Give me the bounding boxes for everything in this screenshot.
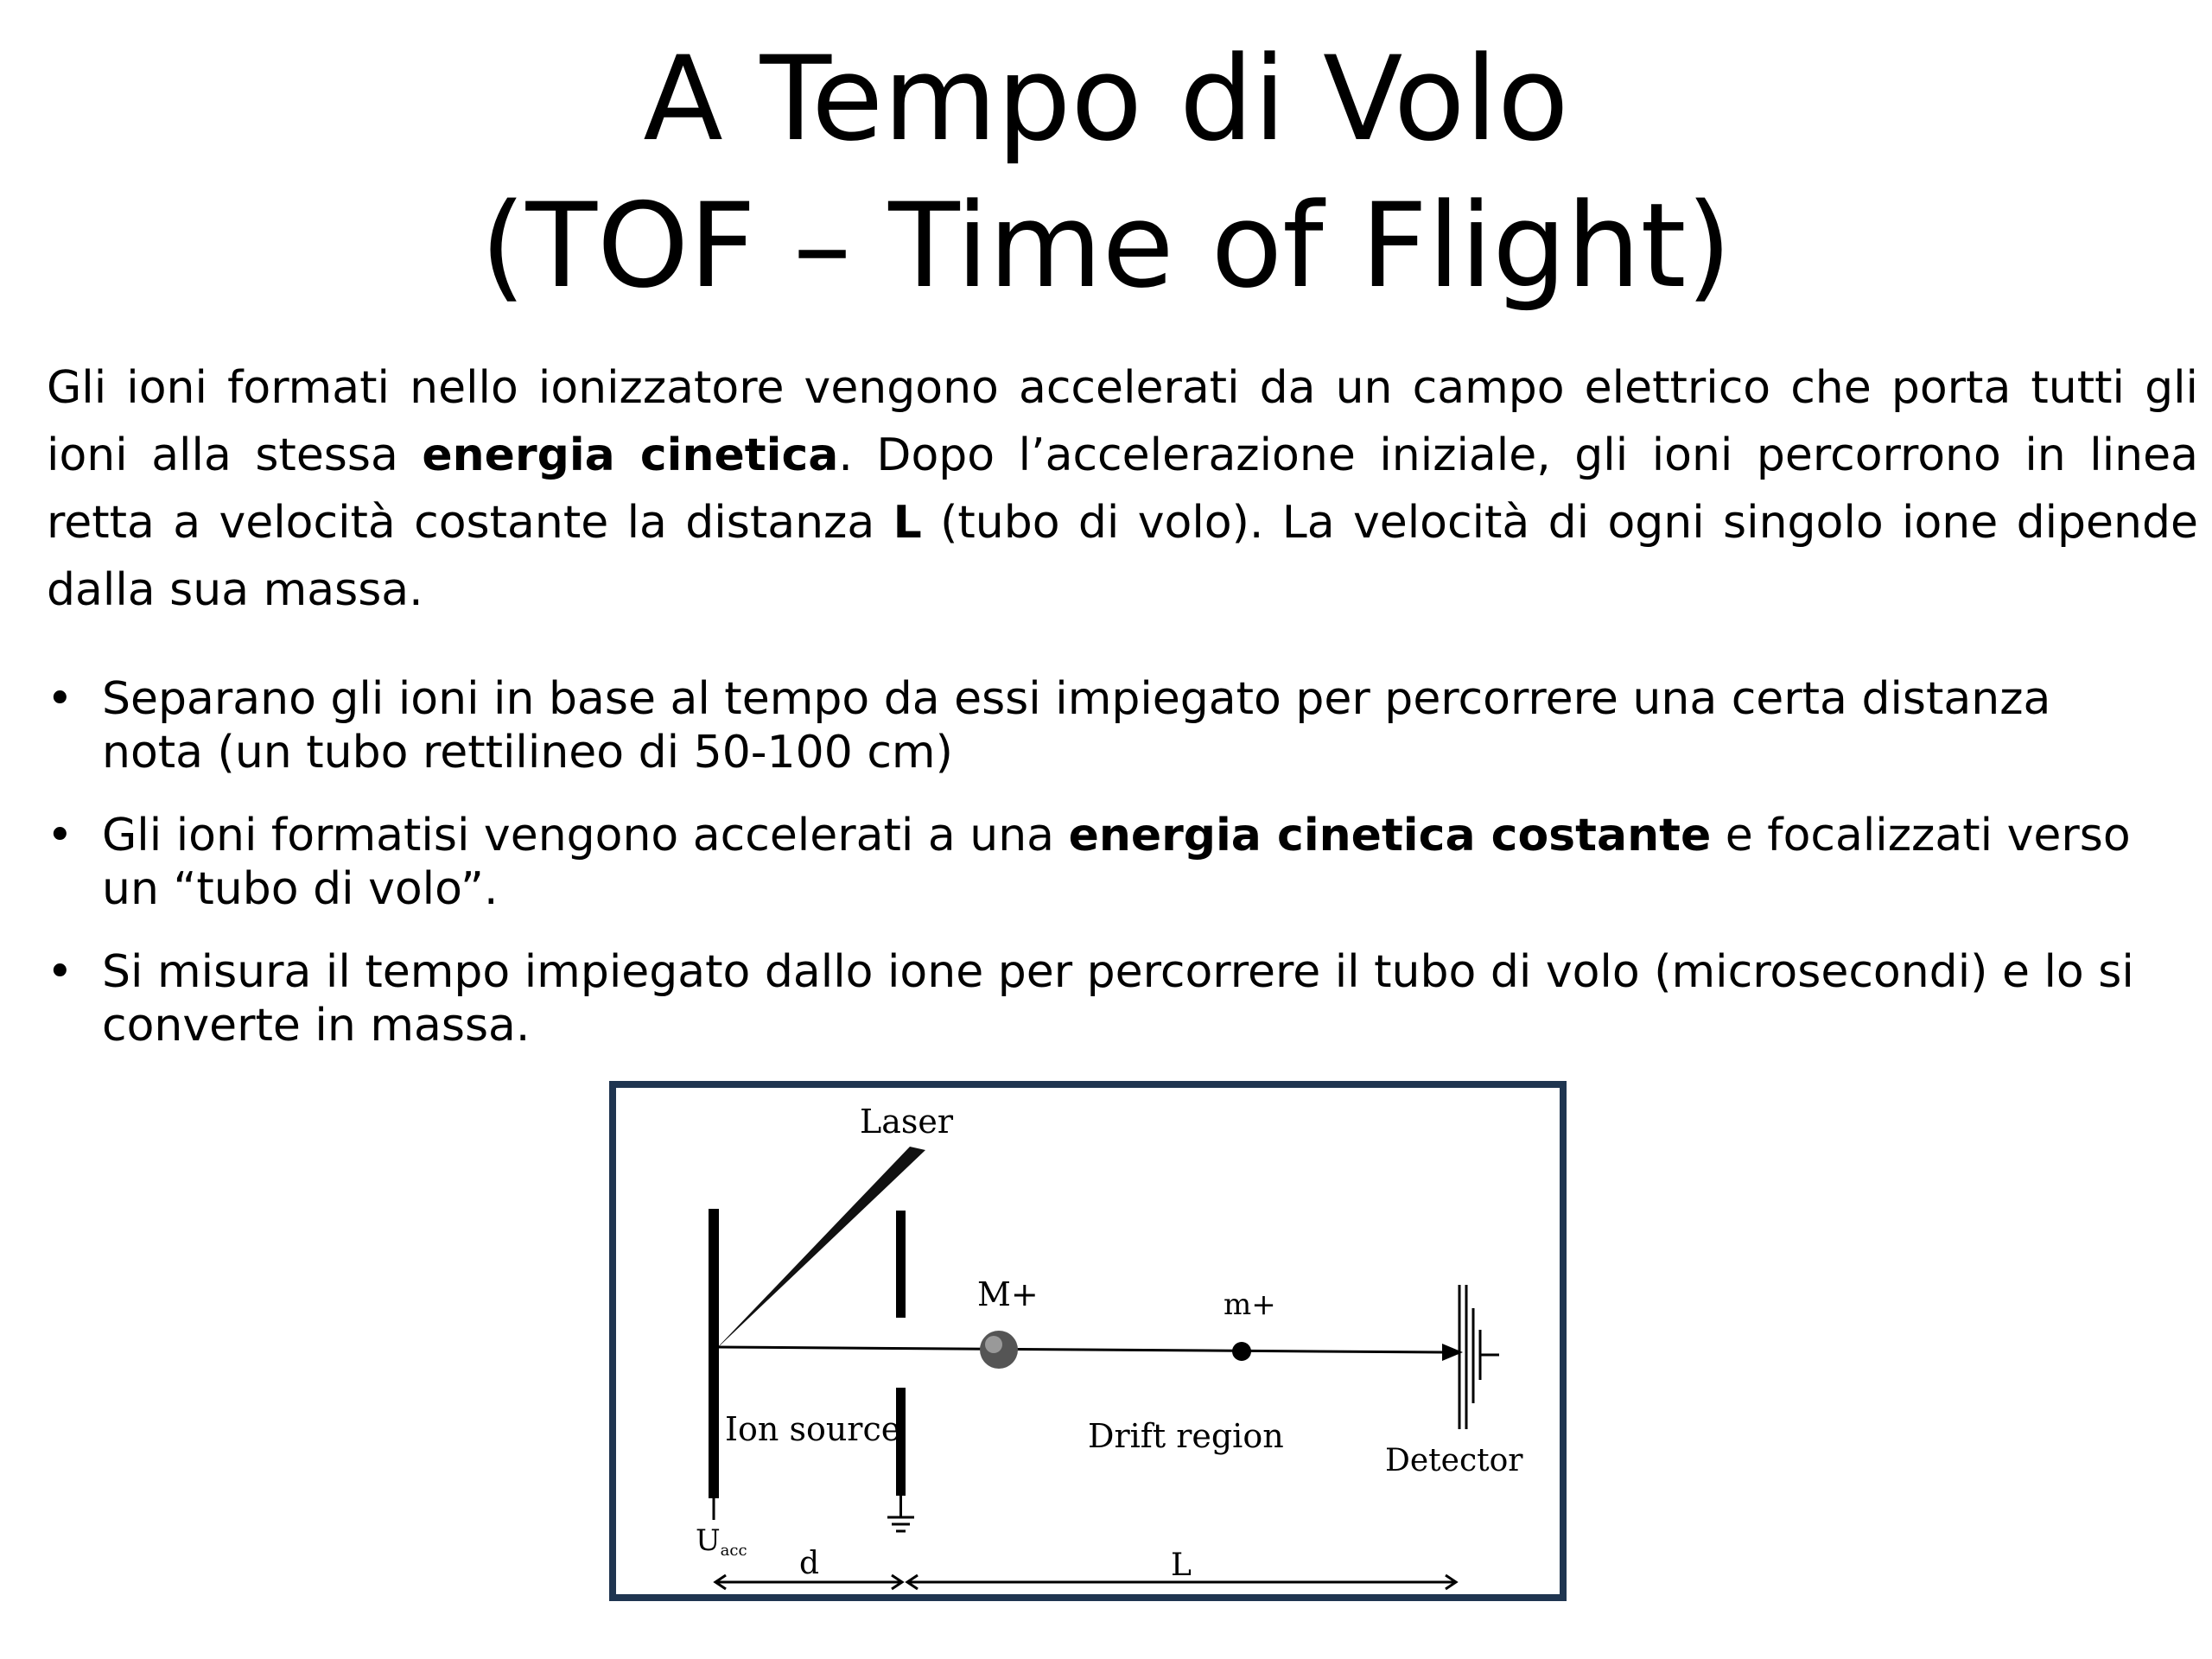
L-label: L	[1171, 1548, 1192, 1583]
ion-source-label: Ion source	[725, 1410, 901, 1448]
laser-beam	[713, 1147, 925, 1352]
d-label: d	[799, 1546, 820, 1581]
intro-text-2: . Dopo l’accelerazione iniziale, gli ioni percorrono in linea retta a velocità costante la distanza	[47, 429, 2198, 549]
intro-text-3: (tubo di volo). La velocità di ogni singolo ione dipende dalla sua massa.	[47, 497, 2198, 616]
intro-text-1: Gli ioni formati nello ionizzatore vengono accelerati da un campo elettrico che porta tutti gli ioni alla stessa	[47, 362, 2198, 481]
bullet-dot: •	[47, 810, 73, 861]
bullet-item	[47, 809, 2155, 916]
light-ion	[1232, 1342, 1251, 1361]
bullet-dot: •	[47, 673, 73, 725]
ion-flight-path	[719, 1347, 1443, 1352]
intro-bold-L: L	[893, 497, 922, 549]
drift-region-label: Drift region	[1088, 1417, 1284, 1455]
heavy-ion-label: M+	[977, 1275, 1039, 1313]
bullet-dot: •	[47, 946, 73, 998]
bullet-text: Si misura il tempo impiegato dallo ione per percorrere il tubo di volo (microsecondi) e lo si converte in massa.	[102, 946, 2134, 1052]
voltage-label-text: U	[696, 1523, 721, 1558]
voltage-label	[696, 1523, 747, 1560]
laser-label: Laser	[860, 1103, 954, 1141]
accelerating-plate	[709, 1209, 719, 1498]
intro-bold-kinetic-energy: energia cinetica	[422, 429, 839, 481]
tof-diagram	[616, 1088, 1560, 1594]
bullet-list	[47, 672, 2155, 1082]
voltage-subscript: acc	[720, 1541, 747, 1560]
light-ion-label: m+	[1224, 1287, 1276, 1322]
bullet-text-pre: Gli ioni formatisi vengono accelerati a una	[102, 810, 1069, 861]
heavy-ion-highlight	[985, 1336, 1002, 1353]
intro-paragraph	[47, 354, 2198, 624]
slide-title	[0, 26, 2212, 320]
bullet-item	[47, 672, 2155, 779]
detector-label: Detector	[1385, 1443, 1523, 1478]
title-line-2: (TOF – Time of Flight)	[480, 178, 1732, 314]
bullet-text: Separano gli ioni in base al tempo da essi impiegato per percorrere una certa distanza nota (un tubo rettilineo di 50-100 cm)	[102, 673, 2051, 779]
bullet-item	[47, 945, 2155, 1052]
bullet-bold-text: energia cinetica costante	[1068, 810, 1712, 861]
bullet-text-post: e focalizzati verso un “tubo di volo”.	[102, 810, 2131, 915]
tof-diagram-frame	[609, 1081, 1567, 1601]
extraction-grid-upper	[896, 1211, 906, 1318]
title-line-1: A Tempo di Volo	[643, 31, 1569, 167]
